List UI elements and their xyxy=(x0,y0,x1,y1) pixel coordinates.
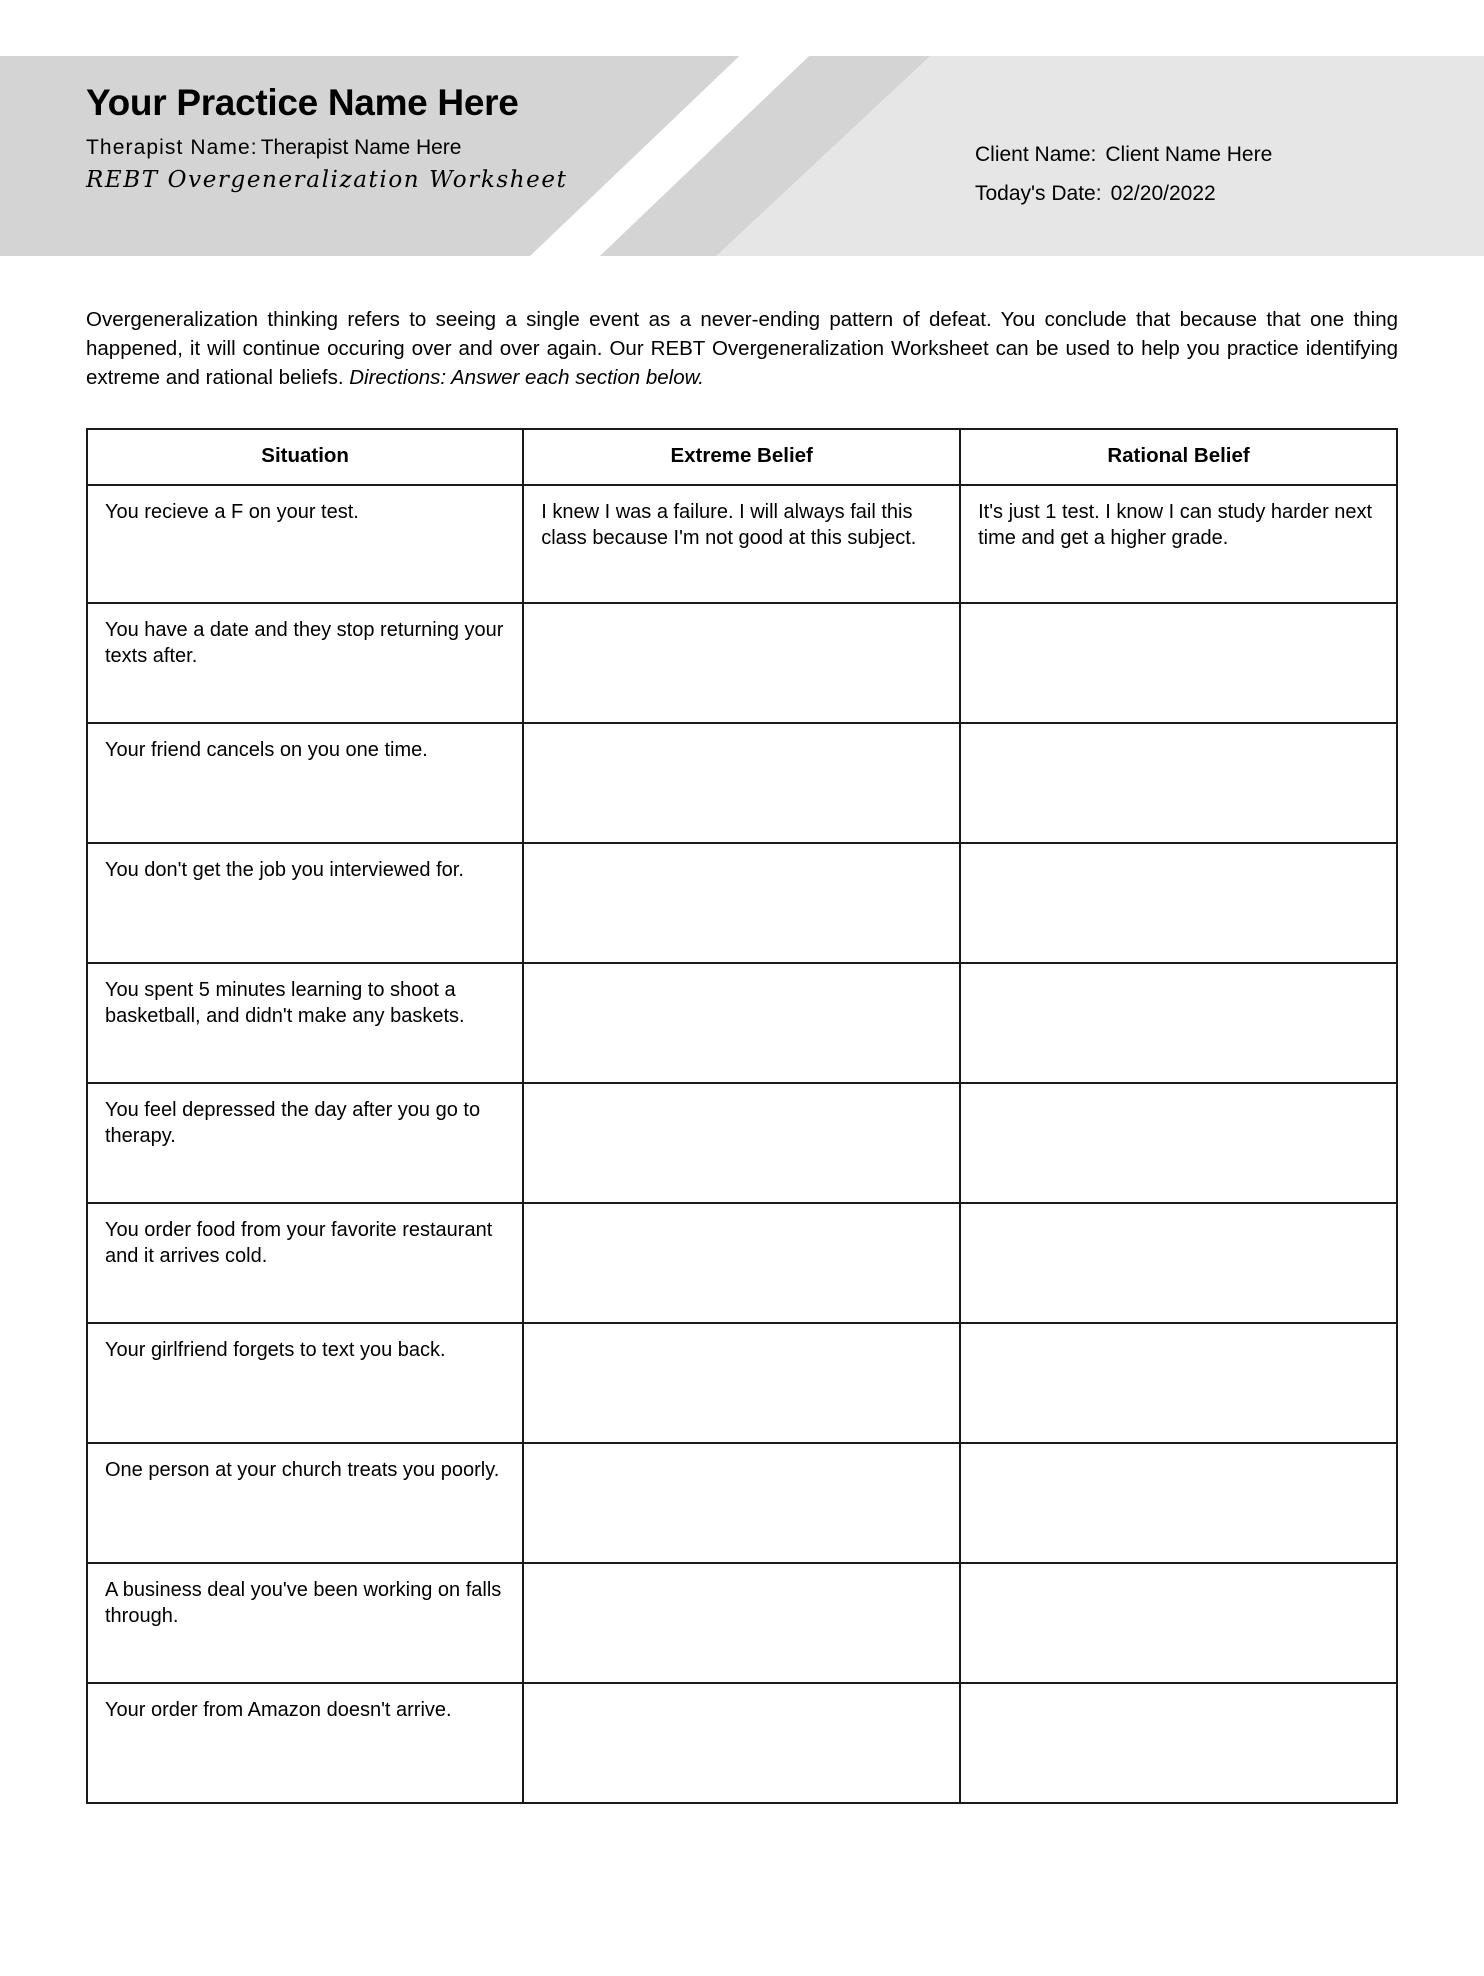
situation-cell: A business deal you've been working on falls through. xyxy=(87,1563,523,1683)
table-body xyxy=(87,485,1397,1803)
rational-belief-cell[interactable] xyxy=(960,723,1397,843)
table-row xyxy=(87,1083,1397,1203)
rational-belief-cell[interactable] xyxy=(960,1443,1397,1563)
extreme-belief-cell[interactable] xyxy=(523,1203,960,1323)
extreme-belief-cell[interactable] xyxy=(523,1083,960,1203)
intro-directions: Directions: Answer each section below. xyxy=(349,366,704,390)
situation-cell: Your friend cancels on you one time. xyxy=(87,723,523,843)
situation-cell: You recieve a F on your test. xyxy=(87,485,523,603)
table-row xyxy=(87,843,1397,963)
extreme-belief-cell[interactable] xyxy=(523,1443,960,1563)
extreme-belief-cell[interactable] xyxy=(523,963,960,1083)
rational-belief-cell[interactable] xyxy=(960,843,1397,963)
column-header-situation: Situation xyxy=(87,429,523,485)
rational-belief-cell[interactable]: It's just 1 test. I know I can study harder next time and get a higher grade. xyxy=(960,485,1397,603)
extreme-belief-cell[interactable] xyxy=(523,723,960,843)
rational-belief-cell[interactable] xyxy=(960,603,1397,723)
extreme-belief-cell[interactable] xyxy=(523,603,960,723)
table-row xyxy=(87,1443,1397,1563)
rational-belief-cell[interactable] xyxy=(960,1203,1397,1323)
intro-body: Overgeneralization thinking refers to seeing a single event as a never-ending pattern of defeat. You conclude that because that one thing happened, it will continue occuring over and over again. Our REBT Overgeneralization Worksheet can be used to help you practice identifying extreme and rational beliefs. xyxy=(86,308,1398,390)
situation-cell: You order food from your favorite restaurant and it arrives cold. xyxy=(87,1203,523,1323)
situation-cell: One person at your church treats you poorly. xyxy=(87,1443,523,1563)
date-label: Today's Date: xyxy=(975,182,1102,205)
extreme-belief-cell[interactable]: I knew I was a failure. I will always fail this class because I'm not good at this subject. xyxy=(523,485,960,603)
worksheet-table xyxy=(86,428,1398,1804)
column-header-rational-belief: Rational Belief xyxy=(960,429,1397,485)
extreme-belief-cell[interactable] xyxy=(523,1563,960,1683)
document-header xyxy=(0,56,1484,256)
rational-belief-cell[interactable] xyxy=(960,1563,1397,1683)
column-header-extreme-belief: Extreme Belief xyxy=(523,429,960,485)
table-row xyxy=(87,1683,1397,1803)
situation-cell: Your order from Amazon doesn't arrive. xyxy=(87,1683,523,1803)
date-value: 02/20/2022 xyxy=(1110,182,1216,205)
therapist-name-label: Therapist Name: xyxy=(86,135,258,159)
page-title: Your Practice Name Here xyxy=(86,82,519,123)
rational-belief-cell[interactable] xyxy=(960,1083,1397,1203)
extreme-belief-cell[interactable] xyxy=(523,1683,960,1803)
extreme-belief-cell[interactable] xyxy=(523,843,960,963)
header-practice-block xyxy=(86,84,567,193)
table-row xyxy=(87,963,1397,1083)
rational-belief-cell[interactable] xyxy=(960,1323,1397,1443)
situation-cell: You have a date and they stop returning your texts after. xyxy=(87,603,523,723)
client-name-value: Client Name Here xyxy=(1105,143,1273,166)
therapist-name-value: Therapist Name Here xyxy=(260,135,462,159)
table-row xyxy=(87,485,1397,603)
table-row xyxy=(87,1203,1397,1323)
situation-cell: You spent 5 minutes learning to shoot a basketball, and didn't make any baskets. xyxy=(87,963,523,1083)
therapist-name-row xyxy=(86,135,567,160)
header-client-block xyxy=(975,144,1272,204)
situation-cell: Your girlfriend forgets to text you back. xyxy=(87,1323,523,1443)
rational-belief-cell[interactable] xyxy=(960,963,1397,1083)
table-row xyxy=(87,1563,1397,1683)
extreme-belief-cell[interactable] xyxy=(523,1323,960,1443)
table-header-row xyxy=(87,429,1397,485)
situation-cell: You don't get the job you interviewed for. xyxy=(87,843,523,963)
intro-paragraph xyxy=(86,305,1398,392)
table-row xyxy=(87,723,1397,843)
table-row xyxy=(87,603,1397,723)
situation-cell: You feel depressed the day after you go to therapy. xyxy=(87,1083,523,1203)
client-name-label: Client Name: xyxy=(975,143,1097,166)
date-row xyxy=(975,183,1272,204)
table-row xyxy=(87,1323,1397,1443)
client-name-row xyxy=(975,144,1272,165)
worksheet-table-container xyxy=(86,428,1398,1804)
rational-belief-cell[interactable] xyxy=(960,1683,1397,1803)
worksheet-subtitle: REBT Overgeneralization Worksheet xyxy=(86,167,568,194)
